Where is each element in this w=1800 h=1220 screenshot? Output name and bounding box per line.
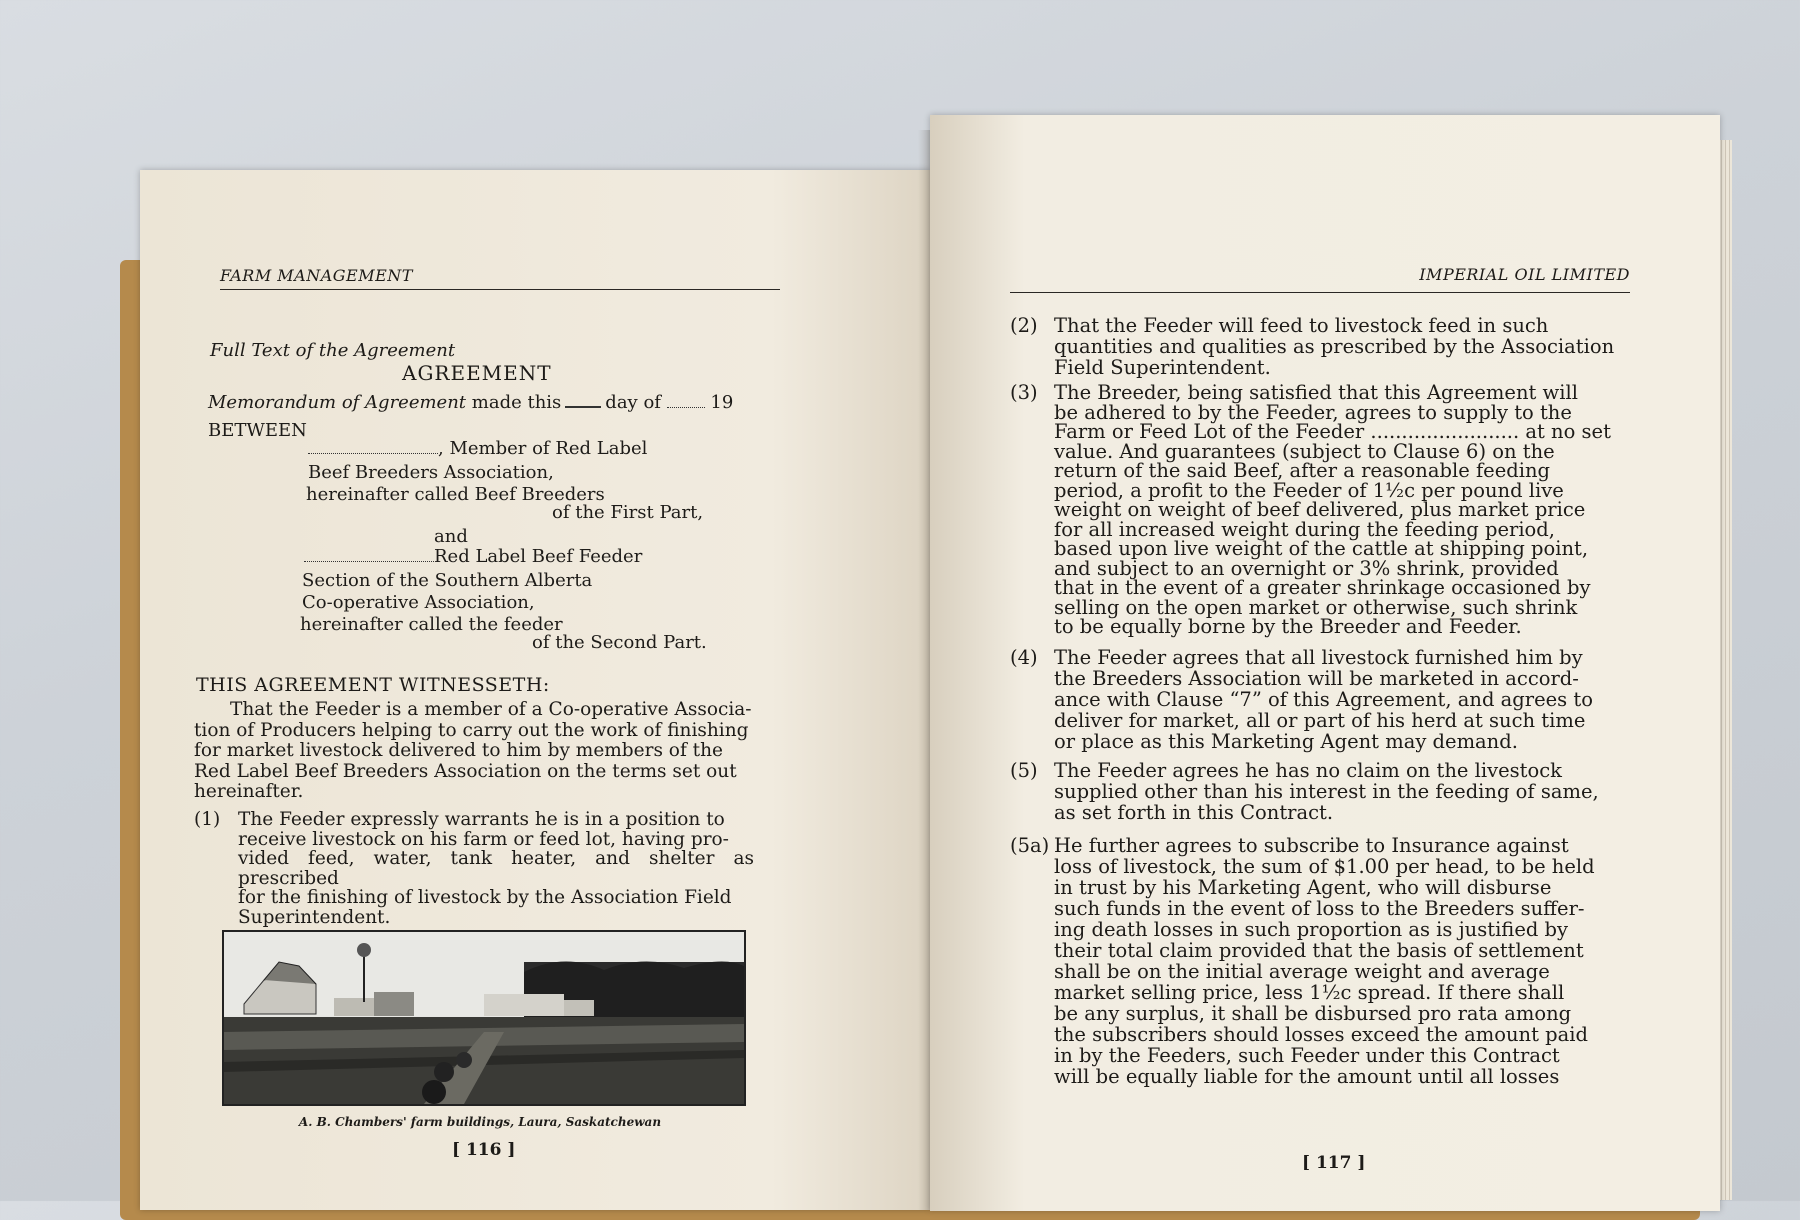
clause-line: ance with Clause “7” of this Agreement, and agrees to: [1054, 688, 1593, 711]
clause-line: deliver for market, all or part of his herd at such time: [1054, 709, 1586, 732]
clause-line: market selling price, less 1½c spread. If there shall: [1054, 981, 1565, 1004]
right-page: [930, 115, 1720, 1211]
clause-line: return of the said Beef, after a reasonable feeding: [1054, 459, 1551, 482]
clause-line: as set forth in this Contract.: [1054, 801, 1334, 824]
memorandum-italic: Memorandum of Agreement: [208, 392, 467, 413]
witnesseth-line: That the Feeder is a member of a Co-operative Associa-: [230, 699, 752, 720]
clause-3: [1010, 383, 1635, 637]
clause-line: Superintendent.: [238, 906, 391, 928]
clause-text: [1054, 383, 1635, 637]
clause-line: value. And guarantees (subject to Clause 6) on the: [1054, 439, 1555, 463]
photo-caption: A. B. Chambers' farm buildings, Laura, Saskatchewan: [298, 1115, 662, 1129]
and-word: and: [434, 526, 468, 547]
day-of: day of: [605, 392, 661, 413]
clause-line: That the Feeder will feed to livestock feed in such: [1054, 314, 1549, 337]
clause-line: quantities and qualities as prescribed by the Association: [1054, 335, 1615, 358]
clause-number: (3): [1010, 381, 1038, 404]
clause-line: vided feed, water, tank heater, and shelter as prescribed: [238, 848, 754, 889]
memorandum-rest: made this: [471, 392, 562, 413]
party1-line1: [308, 438, 647, 460]
clause-line: He further agrees to subscribe to Insurance against: [1054, 834, 1569, 857]
agreement-title: AGREEMENT: [402, 361, 552, 385]
day-blank: [565, 395, 601, 408]
party2-line3: Co-operative Association,: [302, 592, 535, 613]
clause-line: Field Superintendent.: [1054, 356, 1271, 379]
clause-line: selling on the open market or otherwise, such shrink: [1054, 595, 1578, 619]
clause-line: supplied other than his interest in the feeding of same,: [1054, 780, 1599, 803]
clause-number: (1): [194, 809, 221, 830]
clause-line: that in the event of a greater shrinkage occasioned by: [1054, 576, 1591, 599]
party2-line2: Section of the Southern Alberta: [302, 570, 593, 591]
clause-4: [1010, 647, 1635, 752]
witnesseth-line: for market livestock delivered to him by members of the: [194, 740, 723, 761]
open-book: [80, 110, 1680, 1201]
clause-line: The Breeder, being satisfied that this Agreement will: [1054, 381, 1578, 404]
party1-line3: hereinafter called Beef Breeders: [306, 484, 605, 505]
month-blank: [667, 395, 705, 408]
clause-line: and subject to an overnight or 3% shrink, provided: [1054, 556, 1559, 580]
clause-line: based upon live weight of the cattle at shipping point,: [1054, 537, 1589, 560]
farm-photo: [222, 930, 746, 1106]
clause-1: [194, 810, 754, 927]
witnesseth-line: tion of Producers helping to carry out the work of finishing: [194, 719, 749, 741]
clause-line: be adhered to by the Feeder, agrees to supply to the: [1054, 400, 1572, 424]
clause-line: in trust by his Marketing Agent, who will disburse: [1054, 876, 1552, 899]
year-label: 19: [710, 392, 734, 413]
party1-blank: [308, 439, 438, 454]
clause-text: [1054, 835, 1635, 1087]
clause-text: [1054, 760, 1635, 823]
clause-5a: [1010, 835, 1635, 1087]
clause-line: loss of livestock, the sum of $1.00 per head, to be held: [1054, 855, 1595, 878]
clause-text: [1054, 315, 1635, 378]
witnesseth-line: Red Label Beef Breeders Association on the terms set out: [194, 760, 737, 782]
clause-line: for the finishing of livestock by the Association Field: [238, 887, 732, 908]
party1-line2: Beef Breeders Association,: [308, 462, 554, 483]
clause-line: the Breeders Association will be marketed in accord-: [1054, 667, 1579, 690]
clause-line: such funds in the event of loss to the Breeders suffer-: [1054, 897, 1585, 920]
party2-line5: of the Second Part.: [532, 632, 707, 653]
clause-number: (4): [1010, 646, 1038, 669]
clause-line: period, a profit to the Feeder of 1½c per pound live: [1054, 478, 1564, 502]
party2-feeder-text: Red Label Beef Feeder: [434, 546, 643, 567]
party2-blank: [304, 547, 434, 562]
running-head-right: IMPERIAL OIL LIMITED: [1010, 265, 1630, 293]
clause-line: The Feeder expressly warrants he is in a position to: [238, 809, 725, 830]
clause-line: shall be on the initial average weight and average: [1054, 960, 1550, 983]
witnesseth-paragraph: [194, 700, 784, 803]
clause-line: to be equally borne by the Breeder and Feeder.: [1054, 615, 1522, 638]
clause-line: receive livestock on his farm or feed lot, having pro-: [238, 828, 729, 850]
clause-line: their total claim provided that the basis of settlement: [1054, 939, 1584, 962]
clause-line: the subscribers should losses exceed the amount paid: [1054, 1023, 1588, 1046]
clause-line: will be equally liable for the amount until all losses: [1054, 1065, 1560, 1088]
clause-text: [1054, 647, 1635, 752]
clause-5: [1010, 760, 1635, 823]
clause-number: (5a): [1010, 834, 1050, 857]
memorandum-line: [208, 392, 733, 414]
party2-line4: hereinafter called the feeder: [300, 614, 563, 635]
page-number-right: [ 117 ]: [1302, 1153, 1366, 1173]
clause-line: in by the Feeders, such Feeder under this Contract: [1054, 1044, 1560, 1067]
page-number-left: [ 116 ]: [452, 1140, 516, 1160]
clause-number: (5): [1010, 759, 1038, 782]
witnesseth-heading: THIS AGREEMENT WITNESSETH:: [196, 674, 550, 696]
clause-number: (2): [1010, 314, 1038, 337]
clause-2: [1010, 315, 1635, 378]
clause-line: The Feeder agrees that all livestock furnished him by: [1054, 646, 1583, 669]
party1-line4: of the First Part,: [552, 502, 704, 523]
clause-line: weight on weight of beef delivered, plus market price: [1054, 498, 1586, 521]
party2-line1: [304, 546, 642, 568]
farm-buildings-image: [224, 932, 744, 1104]
full-text-heading: Full Text of the Agreement: [210, 340, 456, 361]
clause-line: or place as this Marketing Agent may demand.: [1054, 730, 1518, 753]
between-label: BETWEEN: [208, 420, 307, 441]
clause-text: [238, 810, 754, 927]
left-page: [140, 170, 930, 1210]
running-head-left: FARM MANAGEMENT: [220, 266, 780, 290]
clause-line: The Feeder agrees he has no claim on the livestock: [1054, 759, 1562, 782]
party1-member-text: , Member of Red Label: [438, 438, 648, 459]
clause-line: ing death losses in such proportion as is justified by: [1054, 918, 1569, 941]
clause-line: be any surplus, it shall be disbursed pro rata among: [1054, 1002, 1572, 1025]
clause-line: Farm or Feed Lot of the Feeder ........................ at no set: [1054, 420, 1611, 443]
witnesseth-line: hereinafter.: [194, 781, 304, 802]
clause-line: for all increased weight during the feeding period,: [1054, 517, 1555, 541]
